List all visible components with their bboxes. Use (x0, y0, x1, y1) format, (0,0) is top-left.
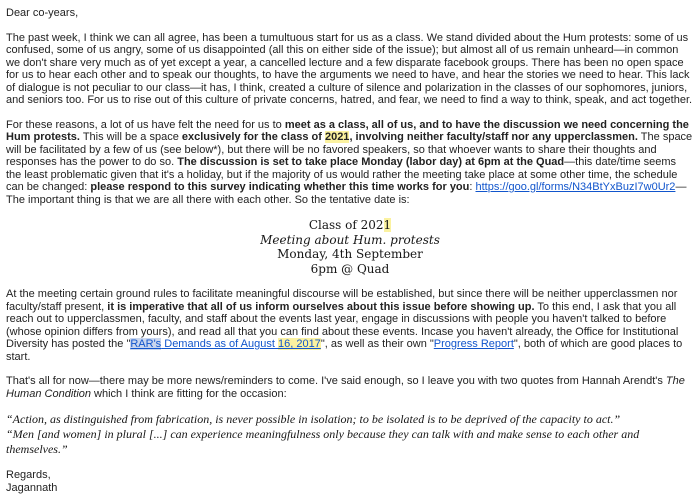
text-segment: The Human Condition (6, 375, 685, 400)
search-highlight: 1 (383, 218, 392, 232)
event-subject-line: Meeting about Hum. protests (260, 232, 440, 247)
text-segment: The past week, I think we can all agree, has been a tumultuous start for us as a class. We stand divided about the Hum protests: some of us confused, some of us angry, some of us disappointed (all this on either side of the issue); but almost all of us remain unheard—in common we don't share very much as of yet except a year, a cancelled lecture and a few disparate facebook groups. There has been no open space for us to hear each other and to speak our thoughts, to have the arguments we need to have, and hear the stories we need to hear. This lack of dialogue is not peculiar to our class—it has, I think, created a culture of silence and polarization in the classes of our sophomores, juniors, and seniors too. For us to rise out of this culture of private concerns, hatred, and fear, we need to find a way to think, speak, and act together. (6, 31, 693, 106)
paragraph-ground-rules (6, 288, 694, 363)
text-segment: That's all for now—there may be more news/reminders to come. I've said enough, so I leave you with two quotes from Hannah Arendt's (6, 375, 666, 387)
signoff: Regards, (6, 469, 51, 481)
progress-report-link[interactable]: Progress Report (433, 338, 514, 350)
text-segment: meet as a class, all of us, and to have the discussion we need concerning the Hum protests. (6, 118, 689, 143)
event-class-line (6, 218, 694, 233)
rar-demands-link[interactable]: RAR's (130, 338, 162, 350)
rar-demands-link[interactable]: Demands as of August (161, 338, 278, 350)
text-segment: To this end, I ask that you all reach out to upperclassmen, faculty, and staff about the events last year, engage in discussions with people you haven't talked to before (whose opinion differs from yours), and read all that you can find about these events. Incase you haven't already, the Office for Institutional Diversity has posted the " (6, 300, 679, 350)
greeting: Dear co-years, (6, 7, 79, 19)
text-segment: please respond to this survey indicating whether this time works for you (90, 181, 470, 193)
signature-block (6, 469, 694, 494)
text-segment: , involving neither faculty/staff nor any upperclassmen. (349, 131, 638, 143)
paragraph-intro (6, 32, 694, 107)
text-segment: which I think are fitting for the occasion: (91, 387, 287, 400)
text-segment: : (469, 181, 476, 193)
rar-demands-link[interactable]: 16, 2017 (277, 338, 321, 350)
text-segment: ", both of which are good places to start. (6, 338, 683, 363)
text-segment: For these reasons, a lot of us have felt the need for us to (6, 118, 285, 131)
text-segment: The discussion is set to take place Monday (labor day) at 6pm at the Quad (177, 156, 565, 168)
paragraph-meeting-announcement (6, 119, 694, 207)
text-segment: —The important thing is that we are all there with each other. So the tentative date is: (6, 181, 687, 206)
text-segment: it is imperative that all of us inform ourselves about this issue before showing up. (107, 300, 535, 313)
text-segment: exclusively for the class of (181, 131, 325, 143)
survey-link[interactable]: https://goo.gl/forms/N34BtYxBuzI7w0Ur2 (475, 181, 676, 193)
arendt-quotes (6, 412, 694, 457)
text-segment: This will be a space (79, 131, 182, 143)
sender-name: Jagannath (6, 481, 58, 494)
text-segment: ", as well as their own " (320, 338, 434, 350)
quote-men-women: “Men [and women] in plural [...] can experience meaningfulness only because they can talk with and make sense to each other and themselves.” (6, 427, 640, 456)
text-segment: At the meeting certain ground rules to facilitate meaningful discourse will be established, but since there will be neither upperclassmen nor faculty/staff present, (6, 288, 678, 313)
text-segment: —this date/time seems the least problematic given that it's a holiday, but if the majority of us would rather the meeting take place at some other time, the schedule can be changed: (6, 156, 678, 193)
text-segment: Class of 202 (308, 218, 384, 232)
event-details-block (6, 218, 694, 276)
search-highlight: 2021 (324, 131, 350, 143)
event-date-line: Monday, 4th September (277, 247, 423, 261)
text-segment: The space will be facilitated by a few of us (see below*), but there will be no favored speakers, so that whoever wants to share their thoughts and responses has the power to do so. (6, 131, 693, 168)
event-time-place-line: 6pm @ Quad (310, 261, 390, 276)
quote-action: “Action, as distinguished from fabrication, is never possible in isolation; to be isolated is to be deprived of the capacity to act.” (6, 412, 621, 426)
paragraph-closing (6, 375, 694, 400)
